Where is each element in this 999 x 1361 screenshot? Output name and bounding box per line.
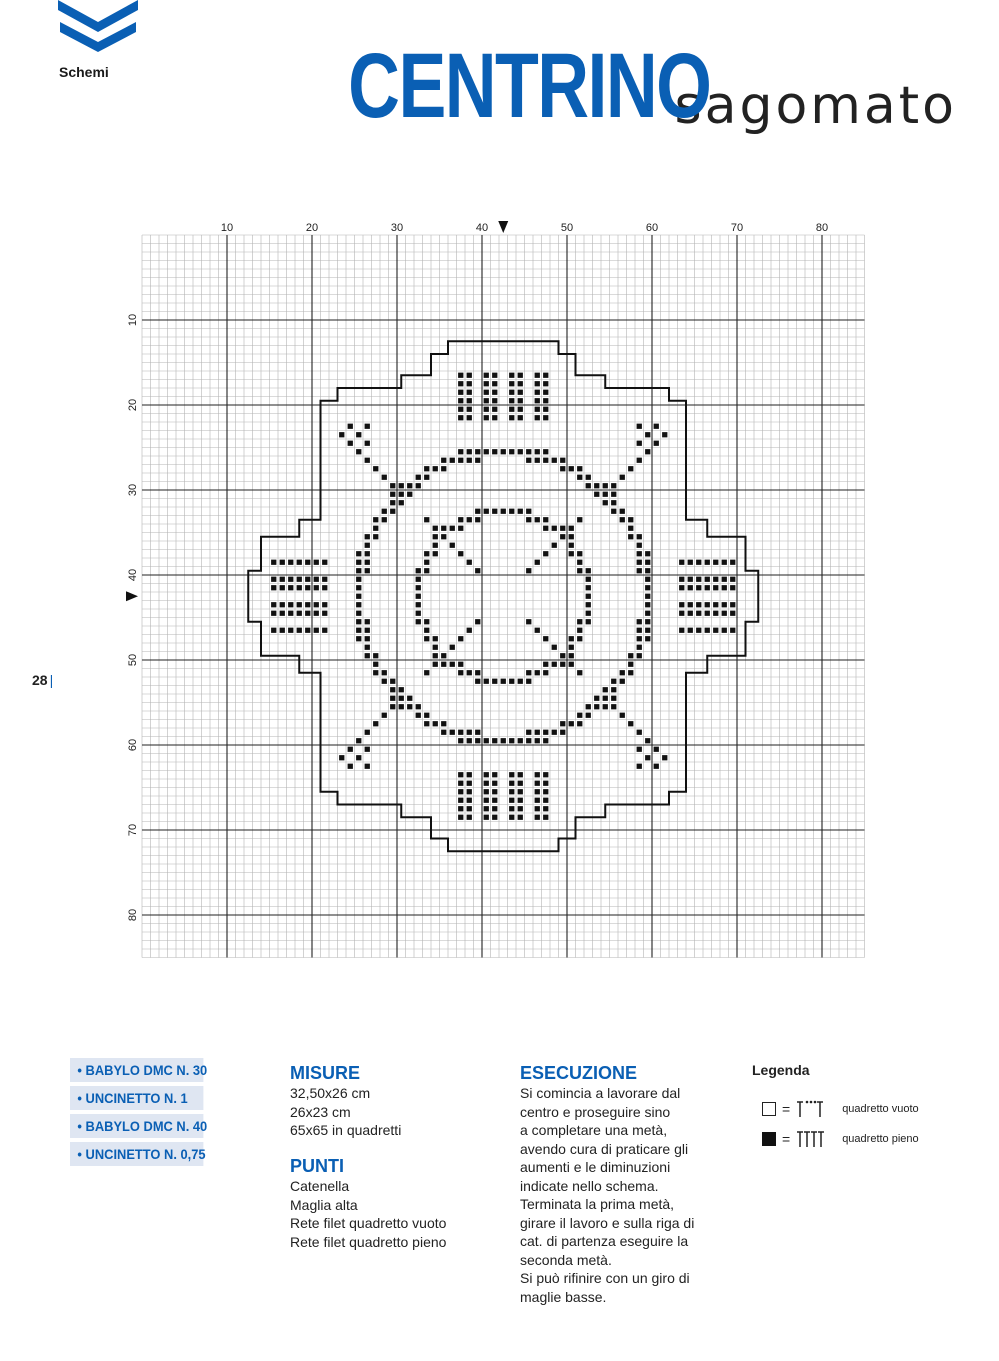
material-item: • UNCINETTO N. 0,75: [70, 1142, 203, 1166]
esecuzione-line: indicate nello schema.: [520, 1177, 659, 1194]
y-tick-label: 70: [127, 823, 139, 837]
y-tick-label: 50: [127, 653, 139, 667]
esecuzione-line: Si comincia a lavorare dal: [520, 1085, 681, 1101]
misure-line: 65x65 in quadretti: [290, 1122, 402, 1138]
legend-item-empty: = quadretto vuoto: [752, 1094, 972, 1124]
x-tick-label: 10: [220, 222, 234, 234]
material-item: • BABYLO DMC N. 40: [70, 1114, 203, 1138]
legend: [752, 1062, 972, 1154]
title-main: CENTRINO: [347, 35, 711, 137]
esecuzione-line: seconda metà.: [520, 1251, 612, 1268]
x-tick-label: 50: [560, 222, 574, 234]
misure-section: [290, 1062, 490, 1140]
x-tick-label: 60: [645, 222, 659, 234]
y-tick-label: 80: [127, 908, 139, 922]
legend-label: quadretto vuoto: [842, 1103, 919, 1115]
y-tick-label: 10: [127, 313, 139, 327]
esecuzione-line: aumenti e le diminuzioni: [520, 1159, 671, 1175]
punti-line: Maglia alta: [290, 1196, 358, 1213]
doily-outline: [248, 341, 758, 851]
esecuzione-line: girare il lavoro e sulla riga di: [520, 1214, 695, 1231]
punti-line: Catenella: [290, 1178, 350, 1194]
y-tick-label: 60: [127, 738, 139, 752]
punti-line: Rete filet quadretto pieno: [290, 1233, 447, 1250]
esecuzione-line: avendo cura di praticare gli: [520, 1140, 689, 1157]
y-tick-label: 40: [127, 568, 139, 582]
top-center-marker-icon: [498, 221, 508, 233]
esecuzione-line: Terminata la prima metà,: [520, 1196, 675, 1212]
material-label: BABYLO DMC N. 30: [85, 1062, 208, 1078]
esecuzione-heading: ESECUZIONE: [520, 1063, 638, 1083]
major-grid-lines: [142, 235, 865, 958]
esecuzione-line: Si può rifinire con un giro di: [520, 1270, 690, 1286]
material-label: BABYLO DMC N. 40: [85, 1118, 208, 1134]
punti-line: Rete filet quadretto vuoto: [290, 1215, 447, 1231]
esecuzione-line: centro e proseguire sino: [520, 1103, 671, 1120]
esecuzione-line: cat. di partenza eseguire la: [520, 1233, 689, 1249]
y-tick-label: 30: [127, 483, 139, 497]
page-title: [246, 35, 957, 137]
legend-label: quadretto pieno: [842, 1133, 919, 1145]
material-label: UNCINETTO N. 1: [85, 1090, 188, 1106]
misure-heading: MISURE: [290, 1063, 361, 1083]
x-tick-label: 20: [305, 222, 319, 234]
materials-list: [70, 1058, 230, 1170]
full-stitch-symbol-icon: [796, 1129, 836, 1149]
x-tick-label: 30: [390, 222, 404, 234]
empty-stitch-symbol-icon: [796, 1099, 836, 1119]
filet-chart: [120, 215, 880, 965]
page-number: 28 |: [32, 672, 54, 688]
esecuzione-line: maglie basse.: [520, 1288, 607, 1305]
empty-square-icon: [762, 1102, 776, 1116]
legend-heading: Legenda: [752, 1062, 810, 1078]
section-label: Schemi: [59, 64, 109, 80]
punti-heading: PUNTI: [290, 1156, 344, 1176]
full-square-icon: [762, 1132, 776, 1146]
x-tick-label: 80: [815, 222, 829, 234]
left-center-marker-icon: [126, 591, 138, 601]
esecuzione-section: [520, 1062, 735, 1306]
chevron-logo-icon: [58, 0, 138, 60]
title-sub: sagomato: [674, 76, 957, 136]
grid-lines: [142, 235, 865, 958]
page-number-value: 28: [32, 672, 48, 688]
material-item: • BABYLO DMC N. 30: [70, 1058, 203, 1082]
material-label: UNCINETTO N. 0,75: [85, 1146, 206, 1162]
material-item: • UNCINETTO N. 1: [70, 1086, 203, 1110]
y-tick-label: 20: [127, 398, 139, 412]
esecuzione-line: a completare una metà,: [520, 1122, 668, 1138]
x-tick-label: 40: [475, 222, 489, 234]
x-tick-label: 70: [730, 222, 744, 234]
legend-item-full: = quadretto pieno: [752, 1124, 972, 1154]
punti-section: [290, 1155, 500, 1251]
misure-line: 26x23 cm: [290, 1103, 351, 1120]
filled-squares: [271, 373, 735, 820]
misure-line: 32,50x26 cm: [290, 1085, 371, 1101]
